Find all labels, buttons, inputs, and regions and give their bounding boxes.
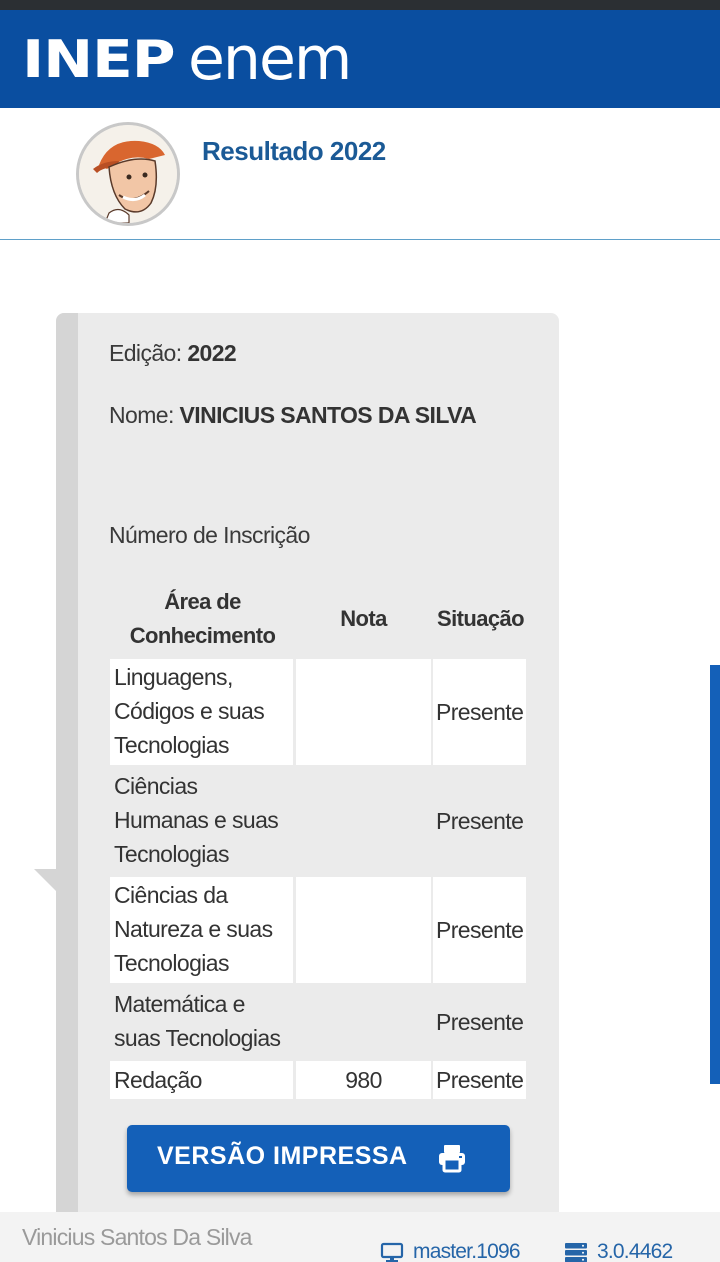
situacao-cell: Presente [436,1067,524,1093]
right-scroll-indicator [710,665,720,1084]
table-cell-bg [296,877,431,983]
situacao-cell: Presente [436,808,524,834]
table-header-area: Área de Conhecimento [129,589,276,648]
cartoon-avatar-icon [79,125,177,223]
card-side-stripe [56,313,78,1223]
situacao-cell: Presente [436,699,524,725]
table-header-nota: Nota [340,606,387,631]
area-cell: Redação [114,1067,202,1093]
edicao-label: Edição: [109,340,182,366]
version-text: 3.0.4462 [597,1240,673,1262]
area-cell: Matemática e suas Tecnologias [114,991,281,1051]
result-subheader [0,108,720,240]
situacao-cell: Presente [436,917,524,943]
nome-field [109,402,476,429]
card-notch [34,869,56,891]
area-cell: Ciências Humanas e suas Tecnologias [114,773,279,867]
enem-logo: enem [188,24,351,94]
situacao-cell: Presente [436,1009,524,1035]
printer-icon [437,1143,467,1173]
server-icon [564,1242,588,1262]
table-header-situacao: Situação [437,606,524,631]
top-status-strip [0,0,720,10]
page-title: Resultado 2022 [202,136,386,166]
area-cell: Linguagens, Códigos e suas Tecnologias [114,664,265,758]
inep-logo: INEP [22,30,175,90]
nome-label: Nome: [109,402,174,428]
area-cell: Ciências da Natureza e suas Tecnologias [114,882,273,976]
edicao-value: 2022 [187,340,237,366]
edicao-field [109,340,236,367]
inscricao-label: Número de Inscrição [109,522,310,548]
avatar [76,122,180,226]
table-cell-bg [296,659,431,765]
app-header [0,10,720,108]
print-button-label: VERSÃO IMPRESSA [157,1142,408,1170]
footer-bar [0,1212,720,1262]
monitor-icon [380,1242,404,1262]
footer-user-name: Vinicius Santos Da Silva [22,1224,252,1250]
branch-text: master.1096 [413,1240,520,1262]
print-version-button[interactable] [127,1125,510,1192]
nome-value: VINICIUS SANTOS DA SILVA [179,402,477,428]
nota-cell: 980 [345,1067,382,1093]
